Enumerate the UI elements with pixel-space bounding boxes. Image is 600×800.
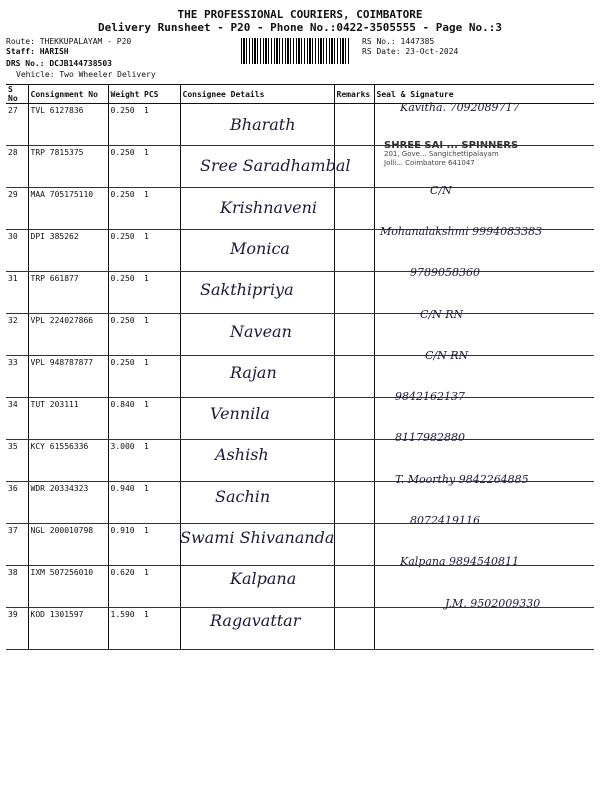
consignee-name-handwritten: Bharath <box>230 115 296 134</box>
row-remarks <box>334 272 374 314</box>
row-weight: 0.940 <box>108 482 142 524</box>
row-pcs: 1 <box>142 314 180 356</box>
row-weight: 0.250 <box>108 272 142 314</box>
row-remarks <box>334 440 374 482</box>
row-remarks <box>334 398 374 440</box>
row-pcs: 1 <box>142 608 180 650</box>
col-pcs: PCS <box>142 85 180 104</box>
row-pcs: 1 <box>142 356 180 398</box>
row-sno: 30 <box>6 230 28 272</box>
route-label: Route: THEKKUPALAYAM - P20 <box>6 37 132 46</box>
row-consignment: VPL 948787877 <box>28 356 108 398</box>
row-consignment: TUT 203111 <box>28 398 108 440</box>
row-pcs: 1 <box>142 398 180 440</box>
consignee-name-handwritten: Sakthipriya <box>200 280 294 300</box>
row-remarks <box>334 524 374 566</box>
recipient-signature: Kavitha. 7092089717 <box>400 101 520 114</box>
col-seal: Seal & Signature <box>374 85 594 104</box>
recipient-signature: J.M. 9502009330 <box>445 596 541 610</box>
row-weight: 0.620 <box>108 566 142 608</box>
consignee-name-handwritten: Vennila <box>210 404 270 424</box>
consignee-name-handwritten: Navean <box>230 321 292 341</box>
row-consignment: DPI 385262 <box>28 230 108 272</box>
row-consignment: MAA 705175110 <box>28 188 108 230</box>
row-weight: 0.250 <box>108 230 142 272</box>
company-stamp <box>384 141 594 168</box>
row-weight: 0.250 <box>108 188 142 230</box>
row-sno: 39 <box>6 608 28 650</box>
row-consignment: NGL 200010798 <box>28 524 108 566</box>
row-sno: 36 <box>6 482 28 524</box>
row-remarks <box>334 566 374 608</box>
row-weight: 0.840 <box>108 398 142 440</box>
drs-label: DRS No.: DCJB144738503 <box>6 59 112 68</box>
row-remarks <box>334 230 374 272</box>
row-remarks <box>334 314 374 356</box>
rs-date-label: RS Date: 23-Oct-2024 <box>362 47 459 56</box>
row-remarks <box>334 188 374 230</box>
consignee-name-handwritten: Rajan <box>230 362 277 382</box>
row-remarks <box>334 608 374 650</box>
row-consignment: KCY 61556336 <box>28 440 108 482</box>
recipient-signature: Kalpana 9894540811 <box>400 555 520 569</box>
row-pcs: 1 <box>142 482 180 524</box>
row-weight: 0.250 <box>108 146 142 188</box>
recipient-signature: 8072419116 <box>410 514 480 527</box>
row-remarks <box>334 104 374 146</box>
consignee-name-handwritten: Sree Saradhambal <box>200 156 351 176</box>
row-weight: 0.250 <box>108 314 142 356</box>
row-sno: 33 <box>6 356 28 398</box>
row-pcs: 1 <box>142 272 180 314</box>
barcode <box>241 38 351 64</box>
stamp-line-3: Jolli... Coimbatore 641047 <box>384 159 475 167</box>
row-sno: 31 <box>6 272 28 314</box>
row-weight: 1.590 <box>108 608 142 650</box>
row-weight: 0.250 <box>108 356 142 398</box>
row-consignment: KOD 1301597 <box>28 608 108 650</box>
consignee-name-handwritten: Ragavattar <box>210 610 301 630</box>
row-consignment: IXM 507256010 <box>28 566 108 608</box>
row-sno: 34 <box>6 398 28 440</box>
col-remarks: Remarks <box>334 85 374 104</box>
row-pcs: 1 <box>142 566 180 608</box>
row-pcs: 1 <box>142 440 180 482</box>
row-sno: 38 <box>6 566 28 608</box>
consignee-name-handwritten: Sachin <box>215 486 271 506</box>
row-sno: 29 <box>6 188 28 230</box>
rs-no-label: RS No.: 1447385 <box>362 37 435 46</box>
row-seal <box>374 608 594 650</box>
row-pcs: 1 <box>142 188 180 230</box>
recipient-signature: C/N <box>430 183 452 197</box>
consignee-name-handwritten: Kalpana <box>230 569 297 589</box>
consignee-name-handwritten: Swami Shivananda <box>180 528 335 547</box>
recipient-signature: C/N RN <box>425 348 469 362</box>
col-consignment: Consignment No <box>28 85 108 104</box>
row-sno: 37 <box>6 524 28 566</box>
recipient-signature: Mohanalakshmi 9994083383 <box>380 224 543 238</box>
recipient-signature: T. Moorthy 9842264885 <box>395 472 529 486</box>
row-pcs: 1 <box>142 146 180 188</box>
row-pcs: 1 <box>142 524 180 566</box>
row-weight: 3.000 <box>108 440 142 482</box>
row-consignment: VPL 224027866 <box>28 314 108 356</box>
recipient-signature: 9842162137 <box>395 390 465 404</box>
consignee-name-handwritten: Monica <box>230 238 290 258</box>
row-sno: 32 <box>6 314 28 356</box>
col-sno: S No <box>6 85 28 104</box>
vehicle-label: Vehicle: Two Wheeler Delivery <box>16 70 156 79</box>
stamp-line-2: 201, Gove... Sangichettipalayam <box>384 150 499 158</box>
row-sno: 35 <box>6 440 28 482</box>
col-consignee: Consignee Details <box>180 85 334 104</box>
row-sno: 27 <box>6 104 28 146</box>
row-weight: 0.250 <box>108 104 142 146</box>
row-weight: 0.910 <box>108 524 142 566</box>
row-pcs: 1 <box>142 104 180 146</box>
recipient-signature: 9789058360 <box>410 266 480 280</box>
recipient-signature: C/N RN <box>420 307 464 321</box>
recipient-signature: 8117982880 <box>395 431 465 445</box>
row-consignment: WDR 20334323 <box>28 482 108 524</box>
company-title: THE PROFESSIONAL COURIERS, COIMBATORE <box>177 8 423 21</box>
consignee-name-handwritten: Krishnaveni <box>220 197 318 217</box>
row-consignment: TRP 661877 <box>28 272 108 314</box>
row-remarks <box>334 356 374 398</box>
row-sno: 28 <box>6 146 28 188</box>
staff-label: Staff: HARISH <box>6 47 69 56</box>
row-consignment: TVL 6127836 <box>28 104 108 146</box>
stamp-line-1: SHREE SAI ... SPINNERS <box>384 140 519 151</box>
runsheet-title: Delivery Runsheet - P20 - Phone No.:0422-3505555 - Page No.:3 <box>98 21 502 34</box>
col-weight: Weight <box>108 85 142 104</box>
row-consignment: TRP 7815375 <box>28 146 108 188</box>
row-remarks <box>334 482 374 524</box>
consignee-name-handwritten: Ashish <box>215 445 269 465</box>
row-pcs: 1 <box>142 230 180 272</box>
